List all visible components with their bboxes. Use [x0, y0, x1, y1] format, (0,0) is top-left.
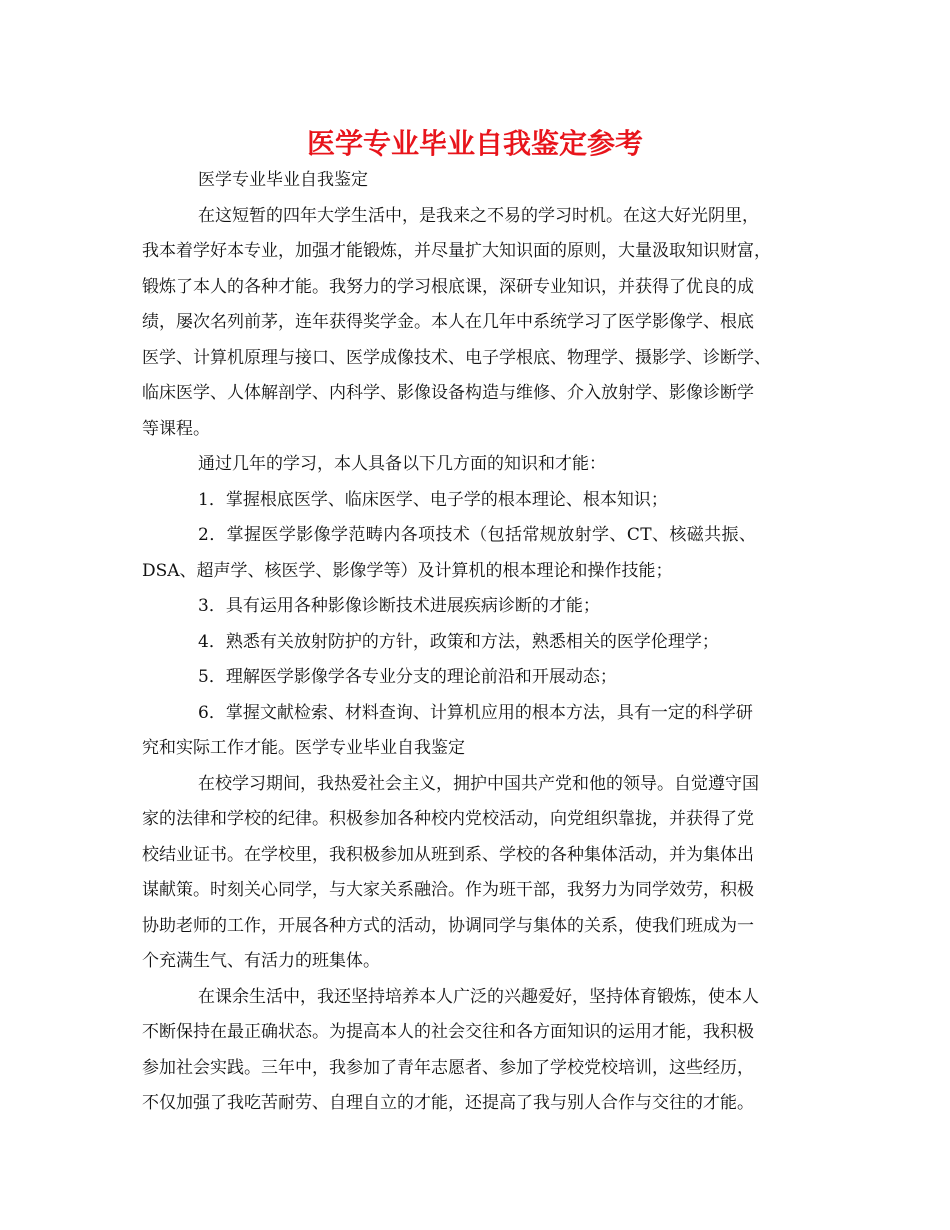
- list-item-continuation: DSA、超声学、核医学、影像学等）及计算机的根本理论和操作技能；: [142, 560, 673, 581]
- document-body: [142, 163, 832, 1122]
- paragraph-line: 在校学习期间，我热爱社会主义，拥护中国共产党和他的领导。自觉遵守国: [198, 773, 759, 794]
- paragraph-line: 参加社会实践。三年中，我参加了青年志愿者、参加了学校党校培训，这些经历，: [142, 1057, 754, 1078]
- paragraph-line: 锻炼了本人的各种才能。我努力的学习根底课，深研专业知识，并获得了优良的成: [142, 276, 754, 297]
- paragraph-line: 家的法律和学校的纪律。积极参加各种校内党校活动，向党组织靠拢，并获得了党: [142, 809, 754, 829]
- paragraph-line: 不仅加强了我吃苦耐劳、自理自立的才能，还提高了我与别人合作与交往的才能。: [142, 1093, 754, 1113]
- paragraph-line: 临床医学、人体解剖学、内科学、影像设备构造与维修、介入放射学、影像诊断学: [142, 383, 754, 403]
- list-item: 4．熟悉有关放射防护的方针，政策和方法，熟悉相关的医学伦理学；: [198, 631, 719, 652]
- paragraph-line: 通过几年的学习，本人具备以下几方面的知识和才能：: [198, 454, 606, 474]
- paragraph-line: 等课程。: [142, 418, 210, 439]
- paragraph-line: 在这短暂的四年大学生活中，是我来之不易的学习时机。在这大好光阴里，: [198, 205, 759, 226]
- paragraph-line: 个充满生气、有活力的班集体。: [142, 951, 380, 971]
- paragraph-line: 协助老师的工作，开展各种方式的活动，协调同学与集体的关系，使我们班成为一: [142, 915, 754, 936]
- paragraph-line: 绩，屡次名列前茅，连年获得奖学金。本人在几年中系统学习了医学影像学、根底: [142, 312, 754, 332]
- paragraph-line: 医学、计算机原理与接口、医学成像技术、电子学根底、物理学、摄影学、诊断学、: [142, 347, 771, 368]
- paragraph-line: 校结业证书。在学校里，我积极参加从班到系、学校的各种集体活动，并为集体出: [142, 844, 754, 865]
- subtitle-line: 医学专业毕业自我鉴定: [198, 170, 368, 190]
- paragraph-line: 在课余生活中，我还坚持培养本人广泛的兴趣爱好，坚持体育锻炼，使本人: [198, 986, 759, 1007]
- paragraph-line: 谋献策。时刻关心同学，与大家关系融洽。作为班干部，我努力为同学效劳，积极: [142, 880, 754, 900]
- paragraph-line: 不断保持在最正确状态。为提高本人的社会交往和各方面知识的运用才能，我积极: [142, 1022, 754, 1042]
- list-item: 5．理解医学影像学各专业分支的理论前沿和开展动态；: [198, 667, 617, 687]
- list-item: 6．掌握文献检索、材料查询、计算机应用的根本方法，具有一定的科学研: [198, 702, 753, 723]
- document-title: 医学专业毕业自我鉴定参考: [306, 127, 643, 160]
- list-item: 1．掌握根底医学、临床医学、电子学的根本理论、根本知识；: [198, 489, 668, 510]
- list-item-continuation: 究和实际工作才能。医学专业毕业自我鉴定: [142, 738, 465, 758]
- paragraph-line: 我本着学好本专业，加强才能锻炼，并尽量扩大知识面的原则，大量汲取知识财富，: [142, 241, 771, 261]
- list-item: 2．掌握医学影像学范畴内各项技术（包括常规放射学、CT、核磁共振、: [198, 525, 757, 545]
- list-item: 3．具有运用各种影像诊断技术进展疾病诊断的才能；: [198, 596, 600, 616]
